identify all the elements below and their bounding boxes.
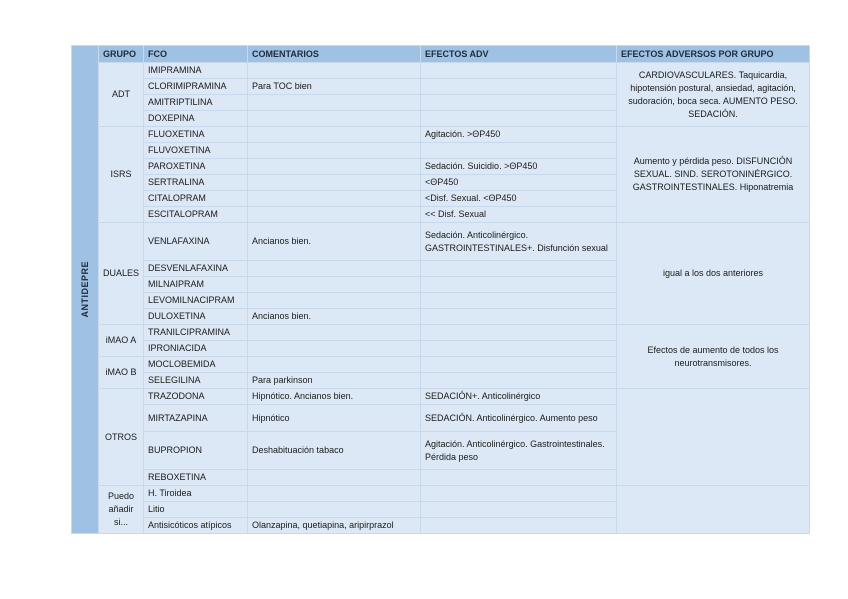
drug-adverse-effects <box>421 261 617 277</box>
group-name: DUALES <box>99 223 144 325</box>
drug-comment <box>248 261 421 277</box>
drug-comment: Olanzapina, quetiapina, aripirprazol <box>248 518 421 534</box>
drug-comment <box>248 325 421 341</box>
header-efectos-adv: EFECTOS ADV <box>421 46 617 63</box>
drug-adverse-effects <box>421 293 617 309</box>
group-name: OTROS <box>99 389 144 486</box>
table-row <box>72 63 810 79</box>
drug-name: AMITRIPTILINA <box>144 95 248 111</box>
drug-name: DULOXETINA <box>144 309 248 325</box>
header-row <box>72 46 810 63</box>
header-fco: FCO <box>144 46 248 63</box>
drug-comment <box>248 63 421 79</box>
drug-name: DESVENLAFAXINA <box>144 261 248 277</box>
group-adverse-effects: Aumento y pérdida peso. DISFUNCIÓN SEXUAL. SIND. SEROTONINÉRGICO. GASTROINTESTINALES. Hiponatremia <box>617 127 810 223</box>
drug-comment: Para parkinson <box>248 373 421 389</box>
drug-comment: Deshabituación tabaco <box>248 432 421 470</box>
drug-adverse-effects <box>421 111 617 127</box>
drug-name: REBOXETINA <box>144 470 248 486</box>
drug-comment <box>248 95 421 111</box>
drug-adverse-effects <box>421 341 617 357</box>
drug-comment <box>248 159 421 175</box>
drug-name: LEVOMILNACIPRAM <box>144 293 248 309</box>
group-name: iMAO B <box>99 357 144 389</box>
drug-name: Antisicóticos atípicos <box>144 518 248 534</box>
drug-name: CITALOPRAM <box>144 191 248 207</box>
drug-comment <box>248 143 421 159</box>
drug-adverse-effects <box>421 95 617 111</box>
drug-comment <box>248 175 421 191</box>
drug-name: SELEGILINA <box>144 373 248 389</box>
drug-adverse-effects: Agitación. Anticolinérgico. Gastrointestinales. Pérdida peso <box>421 432 617 470</box>
drug-name: MIRTAZAPINA <box>144 405 248 432</box>
drug-comment: Hipnótico. Ancianos bien. <box>248 389 421 405</box>
drug-comment: Para TOC bien <box>248 79 421 95</box>
drug-adverse-effects <box>421 518 617 534</box>
drug-adverse-effects <box>421 143 617 159</box>
group-adverse-effects: Efectos de aumento de todos los neurotransmisores. <box>617 325 810 389</box>
drug-adverse-effects: <ΘP450 <box>421 175 617 191</box>
drug-adverse-effects: << Disf. Sexual <box>421 207 617 223</box>
drug-name: BUPROPION <box>144 432 248 470</box>
drug-adverse-effects <box>421 309 617 325</box>
drug-adverse-effects <box>421 79 617 95</box>
drug-comment: Hipnótico <box>248 405 421 432</box>
drug-comment: Ancianos bien. <box>248 309 421 325</box>
drug-adverse-effects <box>421 63 617 79</box>
drug-adverse-effects <box>421 470 617 486</box>
drug-adverse-effects <box>421 502 617 518</box>
drug-adverse-effects: Sedación. Suicidio. >ΘP450 <box>421 159 617 175</box>
drug-comment <box>248 127 421 143</box>
drug-adverse-effects: Agitación. >ΘP450 <box>421 127 617 143</box>
group-name: iMAO A <box>99 325 144 357</box>
group-name: Puedo añadir si... <box>99 486 144 534</box>
drug-name: MILNAIPRAM <box>144 277 248 293</box>
table-row <box>72 127 810 143</box>
drug-name: Litio <box>144 502 248 518</box>
drug-comment: Ancianos bien. <box>248 223 421 261</box>
group-adverse-effects: CARDIOVASCULARES. Taquicardia, hipotensión postural, ansiedad, agitación, sudoración, boca seca. AUMENTO PESO. SEDACIÓN. <box>617 63 810 127</box>
drug-name: FLUVOXETINA <box>144 143 248 159</box>
drug-adverse-effects <box>421 486 617 502</box>
drug-comment <box>248 111 421 127</box>
header-efectos-grupo: EFECTOS ADVERSOS POR GRUPO <box>617 46 810 63</box>
drug-name: TRANILCIPRAMINA <box>144 325 248 341</box>
drug-comment <box>248 357 421 373</box>
drug-name: IPRONIACIDA <box>144 341 248 357</box>
drug-adverse-effects <box>421 277 617 293</box>
drug-comment <box>248 486 421 502</box>
drug-comment <box>248 191 421 207</box>
drug-comment <box>248 470 421 486</box>
table-row <box>72 325 810 341</box>
table-row <box>72 389 810 405</box>
group-name: ADT <box>99 63 144 127</box>
drug-name: VENLAFAXINA <box>144 223 248 261</box>
drug-adverse-effects <box>421 357 617 373</box>
drug-adverse-effects: <Disf. Sexual. <ΘP450 <box>421 191 617 207</box>
header-comentarios: COMENTARIOS <box>248 46 421 63</box>
drug-adverse-effects <box>421 373 617 389</box>
drug-name: SERTRALINA <box>144 175 248 191</box>
table-row <box>72 223 810 261</box>
drug-name: H. Tiroidea <box>144 486 248 502</box>
drug-name: TRAZODONA <box>144 389 248 405</box>
drug-comment <box>248 207 421 223</box>
drug-name: MOCLOBEMIDA <box>144 357 248 373</box>
drug-name: CLORIMIPRAMINA <box>144 79 248 95</box>
side-label-cell <box>72 46 99 534</box>
group-name: ISRS <box>99 127 144 223</box>
drug-adverse-effects: SEDACIÓN. Anticolinérgico. Aumento peso <box>421 405 617 432</box>
antidepressant-table <box>71 45 810 534</box>
drug-name: DOXEPINA <box>144 111 248 127</box>
drug-adverse-effects: Sedación. Anticolinérgico. GASTROINTESTINALES+. Disfunción sexual <box>421 223 617 261</box>
drug-comment <box>248 502 421 518</box>
drug-adverse-effects: SEDACIÓN+. Anticolinérgico <box>421 389 617 405</box>
drug-comment <box>248 341 421 357</box>
drug-name: IMIPRAMINA <box>144 63 248 79</box>
table-row <box>72 486 810 502</box>
drug-comment <box>248 293 421 309</box>
group-adverse-effects <box>617 389 810 486</box>
drug-name: PAROXETINA <box>144 159 248 175</box>
drug-adverse-effects <box>421 325 617 341</box>
group-adverse-effects: igual a los dos anteriores <box>617 223 810 325</box>
drug-comment <box>248 277 421 293</box>
drug-name: ESCITALOPRAM <box>144 207 248 223</box>
side-label: ANTIDEPRE <box>79 261 90 318</box>
header-grupo: GRUPO <box>99 46 144 63</box>
drug-name: FLUOXETINA <box>144 127 248 143</box>
group-adverse-effects <box>617 486 810 534</box>
